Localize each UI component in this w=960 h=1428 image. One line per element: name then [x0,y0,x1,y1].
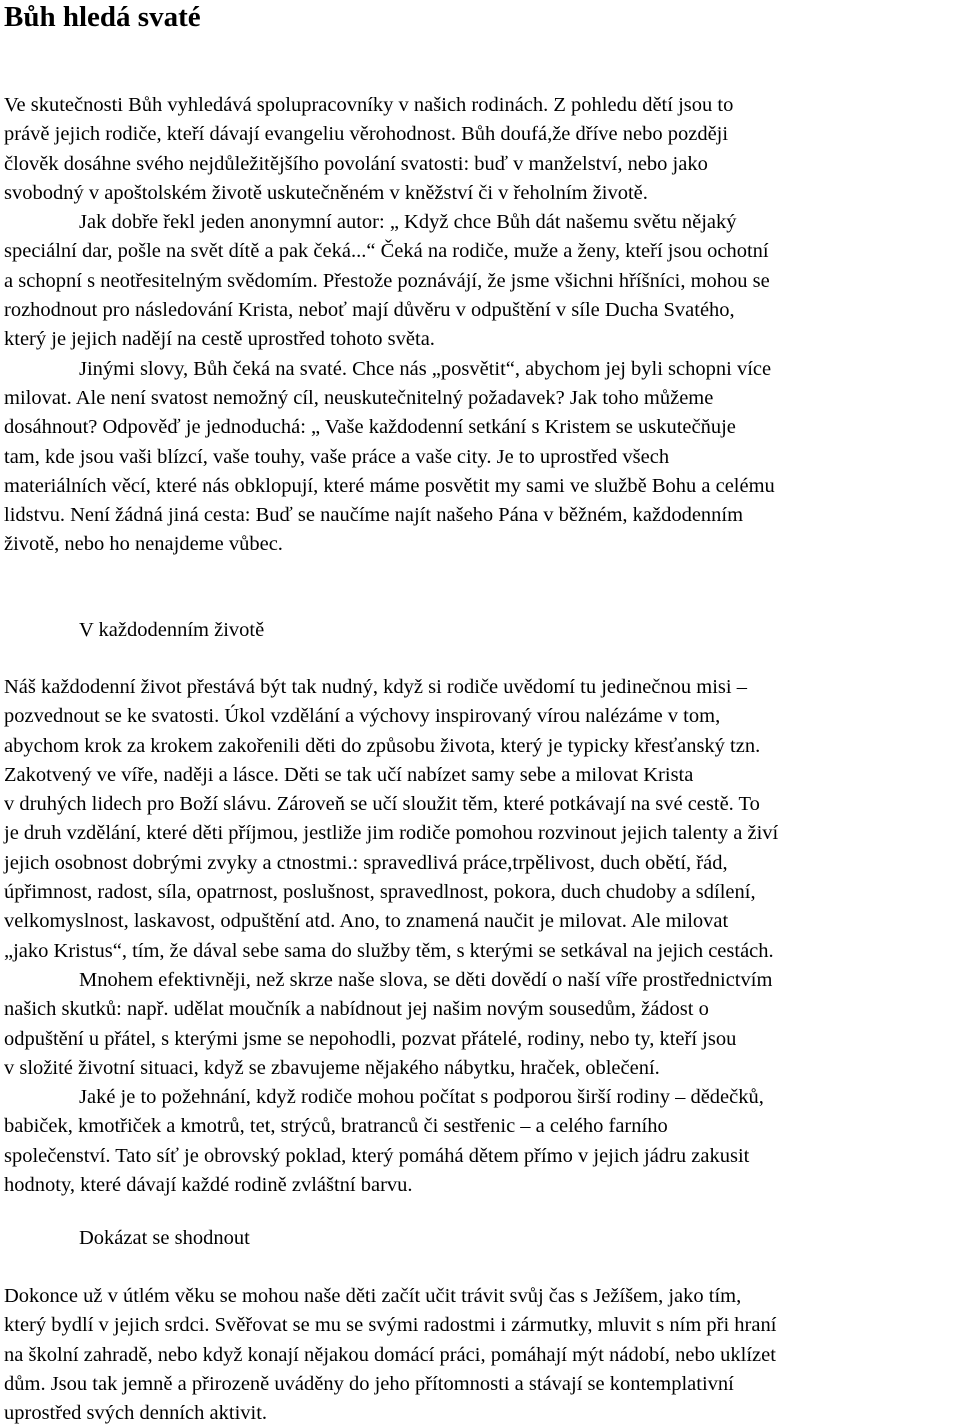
text-line: lidstvu. Není žádná jiná cesta: Buď se naučíme najít našeho Pána v běžném, každodenním [4,504,744,527]
text-line: a schopní s neotřesitelným svědomím. Přestože poznávájí, že jsme všichni hříšníci, mohou se [4,269,770,292]
text-line: rozhodnout pro následování Krista, neboť mají důvěru v odpuštění v síle Ducha Svatého, [4,299,735,322]
section-heading-agreement: Dokázat se shodnout [79,1227,250,1249]
text-line: Jinými slovy, Bůh čeká na svaté. Chce nás „posvětit“, abychom jej byli schopni více [79,357,772,380]
text-line: Náš každodenní život přestává být tak nudný, když si rodiče uvědomí tu jedinečnou misi – [4,676,747,698]
text-line: babiček, kmotřiček a kmotrů, tet, strýců, bratranců či sestřenic – a celého farního [4,1115,668,1138]
text-line: hodnoty, které dávají každé rodině zvláštní barvu. [4,1174,413,1197]
text-line: Dokonce už v útlém věku se mohou naše děti začít učit trávit svůj čas s Ježíšem, jako tím, [4,1285,742,1307]
text-line: Zakotvený ve víře, naději a lásce. Děti se tak učí nabízet samy sebe a milovat Krista [4,763,694,786]
text-line: Jak dobře řekl jeden anonymní autor: „ Když chce Bůh dát našemu světu nějaký [79,211,737,234]
text-line: odpuštění u přátel, s kterými jsme se nepohodli, pozvat přátelé, rodiny, nebo ty, kteří jsou [4,1027,737,1050]
text-line: na školní zahradě, nebo když konají nějakou domácí práci, pomáhají mýt nádobí, nebo uklízet [4,1343,776,1366]
text-line: velkomyslnost, laskavost, odpuštění atd. Ano, to znamená naučit je milovat. Ale milovat [4,910,729,933]
text-line: právě jejich rodiče, kteří dávají evangeliu věrohodnost. Bůh doufá,že dříve nebo později [4,123,729,146]
section-intro [4,91,956,560]
text-line: Mnohem efektivněji, než skrze naše slova, se děti dovědí o naší víře prostřednictvím [79,968,773,991]
text-line: v složité životní situaci, když se zbavujeme nějakého nábytku, hraček, oblečení. [4,1056,660,1079]
text-line: tam, kde jsou vaši blízcí, vaše touhy, vaše práce a vaše city. Je to uprostřed všech [4,445,670,468]
text-line: životě, nebo ho nenajdeme vůbec. [4,533,283,556]
text-line: je druh vzdělání, které děti příjmou, jestliže jim rodiče pomohou rozvinout jejich talenty a živí [4,822,779,845]
section-daily-life [4,673,956,1200]
text-line: jejich osobnost dobrými zvyky a ctnostmi.: spravedlivá práce,trpělivost, duch obětí, řád, [4,851,728,874]
text-line: který je jejich nadějí na cestě uprostřed tohoto světa. [4,328,435,351]
page-title: Bůh hledá svaté [4,1,201,33]
text-line: našich skutků: např. udělat moučník a nabídnout jej našim novým sousedům, žádost o [4,998,709,1021]
text-line: Jaké je to požehnání, když rodiče mohou počítat s podporou širší rodiny – dědečků, [79,1086,764,1109]
text-line: speciální dar, pošle na svět dítě a pak čeká...“ Čeká na rodiče, muže a ženy, kteří jsou ochotní [4,240,769,263]
section-heading-daily-life: V každodenním životě [79,619,265,641]
text-line: dosáhnout? Odpověď je jednoduchá: „ Vaše každodenní setkání s Kristem se uskutečňuje [4,416,736,439]
text-line: milovat. Ale není svatost nemožný cíl, neuskutečnitelný požadavek? Jak toho můžeme [4,386,714,409]
text-line: společenství. Tato síť je obrovský poklad, který pomáhá dětem přímo v jejich jádru zakusit [4,1144,750,1167]
text-line: který bydlí v jejich srdci. Svěřovat se mu se svými radostmi i zármutky, mluvit s ním při hraní [4,1314,777,1337]
section-agreement [4,1282,956,1428]
text-line: uprostřed svých denních aktivit. [4,1402,268,1425]
text-line: člověk dosáhne svého nejdůležitějšího povolání svatosti: buď v manželství, nebo jako [4,152,708,175]
text-line: v druhých lidech pro Boží slávu. Zároveň se učí sloužit těm, které potkávají na své cestě. To [4,793,760,816]
text-line: svobodný v apoštolském životě uskutečněném v kněžství či v řeholním životě. [4,181,648,204]
text-line: „jako Kristus“, tím, že dával sebe sama do služby těm, s kterými se setkával na jejich cestách. [4,939,774,962]
text-line: materiálních věcí, které nás obklopují, které máme posvětit my sami ve službě Bohu a celému [4,474,775,497]
text-line: úpřimnost, radost, síla, opatrnost, poslušnost, spravedlnost, pokora, duch chudoby a sdílení, [4,881,756,904]
text-line: pozvednout se ke svatosti. Úkol vzdělání a výchovy inspirovaný vírou nalézáme v tom, [4,705,721,728]
text-line: Ve skutečnosti Bůh vyhledává spolupracovníky v našich rodinách. Z pohledu dětí jsou to [4,94,734,116]
text-line: dům. Jsou tak jemně a přirozeně uváděny do jeho přítomnosti a stávají se kontemplativní [4,1372,734,1395]
text-line: abychom krok za krokem zakořenili děti do způsobu života, který je typicky křesťanský tzn. [4,734,761,757]
